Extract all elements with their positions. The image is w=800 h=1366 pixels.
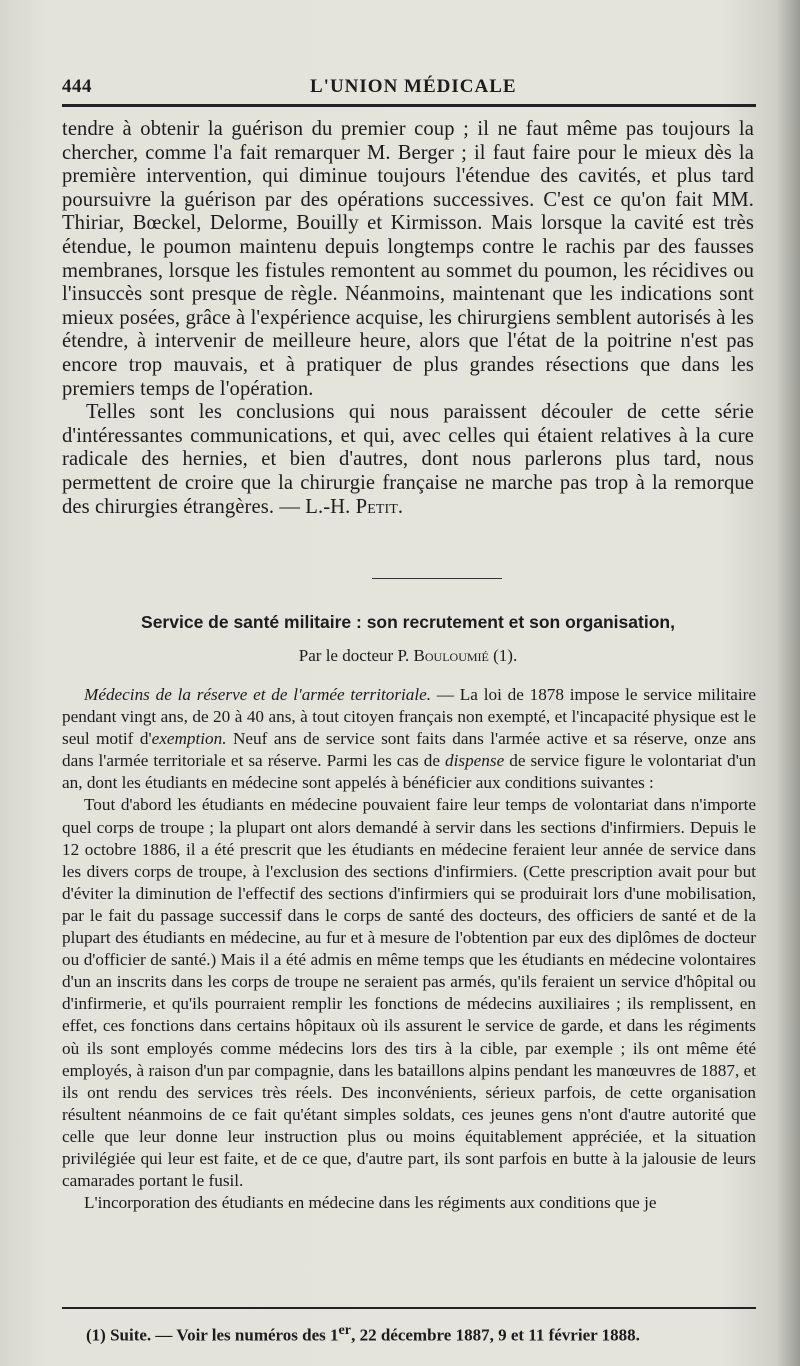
paragraph-text: Telles sont les conclusions qui nous paraissent découler de cette série d'intéressantes communications, et qui, avec celles qui étaient relatives à la cure radicale des hernies, et bien d'autres, dont nous parlerons plus tard, nous permettent de croire que la chirurgie française ne marche pas trop à la remorque des chirurgies étrangères. — <box>62 401 754 518</box>
paragraph <box>62 684 756 794</box>
paragraph <box>62 401 754 519</box>
paragraph: L'incorporation des étudiants en médecine dans les régiments aux conditions que je <box>84 1193 657 1213</box>
author-signature: L.-H. Petit. <box>305 495 404 518</box>
page-header <box>62 70 752 104</box>
footnote-rule <box>62 1307 756 1309</box>
running-title: L'UNION MÉDICALE <box>310 76 517 97</box>
footnote-superscript: er <box>338 1322 352 1338</box>
emphasis-text: exemption. <box>151 729 227 749</box>
section-divider <box>372 578 502 579</box>
byline-prefix: Par le docteur P. <box>298 646 414 665</box>
paragraph-text: — La loi de 1878 impose le service militaire pendant vingt ans, de 20 à 40 ans, à tout citoyen français non exempté, et l'incapacité physique est le seul motif d' <box>62 685 756 749</box>
subsection-heading: Médecins de la réserve et de l'armée territoriale. <box>84 685 432 704</box>
article-conclusion <box>62 118 754 519</box>
paragraph-text: de service figure le volontariat d'un an, dont les étudiants en médecine sont appelés à bénéficier aux conditions suivantes : <box>62 751 756 793</box>
footnote <box>86 1322 746 1346</box>
paragraph: tendre à obtenir la guérison du premier coup ; il ne faut même pas toujours la chercher, comme l'a fait remarquer M. Berger ; il faut faire pour le mieux dès la première intervention, qui diminue toujours l'étendue des cavités, et plus tard poursuivre la guérison par des opérations successives. C'est ce qu'on fait MM. Thiriar, Bœckel, Delorme, Bouilly et Kirmisson. Mais lorsque la cavité est très étendue, le poumon maintenu depuis longtemps contre le rachis par des fausses membranes, lorsque les fistules remontent au sommet du poumon, les récidives ou l'insuccès sont presque de règle. Néanmoins, maintenant que les indications sont mieux posées, grâce à l'expérience acquise, les chirurgiens semblent autorisés à les étendre, à intervenir de meilleure heure, alors que l'état de la poitrine n'est pas encore trop mauvais, et à pratiquer de plus grandes résections que dans les premiers temps de l'opération. <box>62 118 754 400</box>
byline <box>62 646 754 666</box>
page-number: 444 <box>62 76 92 97</box>
section-body <box>62 684 756 1214</box>
emphasis-text: dispense <box>445 751 505 771</box>
author-name: Bouloumié <box>413 646 489 665</box>
header-rule <box>62 104 756 107</box>
footnote-text: , 22 décembre 1887, 9 et 11 février 1888. <box>351 1325 640 1345</box>
paragraph-text: Neuf ans de service sont faits dans l'armée active et sa réserve, onze ans dans l'armée territoriale et sa réserve. Parmi les cas de <box>62 729 756 771</box>
footnote-text: (1) Suite. — Voir les numéros des 1 <box>86 1325 339 1345</box>
paragraph: Tout d'abord les étudiants en médecine pouvaient faire leur temps de volontariat dans n'importe quel corps de troupe ; la plupart ont alors demandé à servir dans les sections d'infirmiers. Depuis le 12 octobre 1886, il a été prescrit que les étudiants en médecine feraient leur année de service dans les divers corps de troupe, à l'exclusion des sections d'infirmiers. (Cette prescription avait pour but d'éviter la diminution de l'effectif des sections d'infirmiers qui se produirait lors d'une mobilisation, par le fait du passage successif dans le corps de santé des docteurs, des officiers de santé et de la plupart des étudiants en médecine, au fur et à mesure de l'obtention par eux des diplômes de docteur ou d'officier de santé.) Mais il a été admis en même temps que les étudiants en médecine volontaires d'un an inscrits dans les corps de troupe ne seraient pas armés, qu'ils feraient un service d'hôpital ou d'infirmerie, et qu'ils pourraient remplir les fonctions de médecins auxiliaires ; ils remplissent, en effet, ces fonctions dans certains hôpitaux où ils assurent le service de garde, et dans les régiments où ils sont employés comme médecins lors des tirs à la cible, par exemple ; ils ont même été employés, à raison d'un par compagnie, dans les bataillons alpins pendant les manœuvres de 1887, et ils ont rendu des services très réels. Des inconvénients, sérieux parfois, de cette organisation résultent néanmoins de ce fait qu'étant simples soldats, ces jeunes gens n'ont d'autre autorité que celle que leur donne leur instruction plus ou moins équitablement appréciée, et la situation privilégiée qui leur est faite, et de ce que, d'autre part, ils sont parfois en butte à la jalousie de leurs camarades portant le fusil. <box>62 795 756 1191</box>
byline-suffix: (1). <box>488 646 518 665</box>
section-title: Service de santé militaire : son recrutement et son organisation, <box>141 612 675 632</box>
